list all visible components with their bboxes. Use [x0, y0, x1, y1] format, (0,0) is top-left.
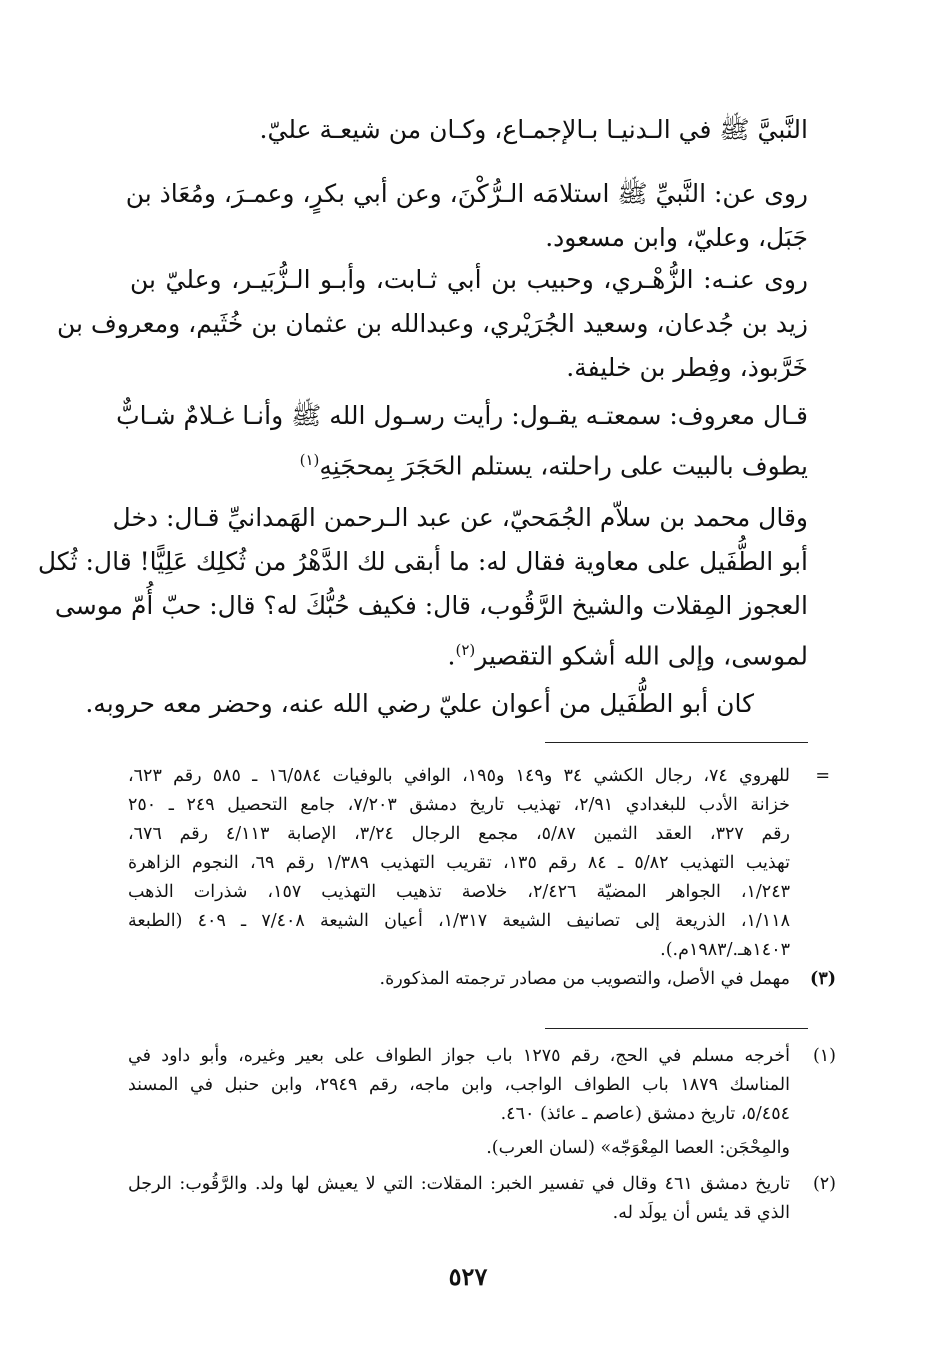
footnote-divider-bottom: [545, 1028, 808, 1029]
footnote-1-line-4: والمِحْجَن: العصا المِعْوَجّه» (لسان العرب).: [486, 1138, 790, 1158]
footnote-cont-line-5: ١/٢٤٣، الجواهر المضيّة ٢/٤٢٦، خلاصة تذهيب التهذيب ١٥٧، شذرات الذهب: [128, 882, 791, 902]
page-number: ٥٢٧: [448, 1262, 488, 1291]
footnote-2-number: (٢): [812, 1174, 836, 1194]
muawiya-line-3: العجوز المِقلات والشيخ الرَّقُوب، قال: فكيف حُبُّكَ له؟ قال: حبّ أُمّ موسى: [54, 591, 808, 620]
footnote-cont-line-4: تهذيب التهذيب ٥/٨٢ ـ ٨٤ رقم ١٣٥، تقريب التهذيب ١/٣٨٩ رقم ٦٩، النجوم الزاهرة: [128, 853, 790, 873]
closing-line: كان أبو الطُّفَيل من أعوان عليّ رضي الله عنه، وحضر معه حروبه.: [85, 689, 754, 718]
footnote-cont-line-3: رقم ٣٢٧، العقد الثمين ٥/٨٧، مجمع الرجال ٣/٢٤، الإصابة ٤/١١٣ رقم ٦٧٦،: [128, 824, 790, 844]
muawiya-line-4-end: .: [447, 641, 456, 671]
footnote-divider-top: [545, 742, 808, 743]
intro-line: النَّبيَّ ﷺ في الـدنيـا بـالإجمـاع، وكـان من شيعـة عليّ.: [259, 115, 808, 144]
footnote-cont-line-7: ١٤٠٣هـ./١٩٨٣م.).: [660, 940, 790, 960]
footnote-cont-line-2: خزانة الأدب للبغدادي ٢/٩١، تهذيب تاريخ دمشق ٧/٢٠٣، جامع التحصيل ٢٤٩ ـ ٢٥٠: [128, 795, 790, 815]
footnote-1-number: (١): [812, 1046, 836, 1066]
footnote-ref-2: (٢): [455, 641, 476, 659]
rawa-anhu-line-1: روى عنـه: الزُّهْـري، وحبيب بن أبي ثـابت، وأبـو الـزُّبَيـر، وعليّ بن: [130, 265, 808, 294]
footnote-1-line-3: ٥/٤٥٤، تاريخ دمشق (عاصم ـ عائذ) ٤٦٠.: [500, 1104, 790, 1124]
footnote-cont-line-6: ١/١١٨، الذريعة إلى تصانيف الشيعة ١/٣١٧، أعيان الشيعة ٧/٤٠٨ ـ ٤٠٩ (الطبعة: [128, 911, 790, 931]
rawa-an-line-1: روى عن: النَّبيِّ ﷺ استلامَه الـرُّكْنَ، وعن أبي بكرٍ، وعمـرَ، ومُعَاذ بن: [125, 179, 808, 208]
muawiya-line-4: [448, 628, 808, 672]
rawa-anhu-line-2: زيد بن جُدعان، وسعيد الجُرَيْري، وعبدالله بن عثمان بن خُثَيم، ومعروف بن: [56, 309, 808, 338]
qala-maruf-line-2-text: يطوف بالبيت على راحلته، يستلم الحَجَرَ بِمحجَنِهِ: [319, 451, 808, 481]
muawiya-line-4-text: لموسى، وإلى الله أشكو التقصير: [475, 641, 808, 671]
rawa-an-line-2: جَبَل، وعليّ، وابن مسعود.: [545, 223, 808, 252]
muawiya-line-2: أبو الطُّفَيل على معاوية فقال له: ما أبقى لك الدَّهْرُ من ثُكلِك عَلِيًّا! قال: ثُكل: [37, 547, 808, 576]
footnote-2-line-1: تاريخ دمشق ٤٦١ وقال في تفسير الخبر: المقلات: التي لا يعيش لها ولد. والرَّقُوب: الرجل: [128, 1174, 790, 1194]
footnote-3-number: (٣): [810, 969, 836, 989]
footnote-1-line-2: المناسك ١٨٧٩ باب الطواف الواجب، وابن ماجه، رقم ٢٩٤٩، وابن حنبل في المسند: [128, 1075, 790, 1095]
rawa-anhu-line-3: خَرَّبوذ، وفِطر بن خليفة.: [566, 353, 808, 382]
footnote-cont-line-1: للهروي ٧٤، رجال الكشي ٣٤ و١٤٩ و١٩٥، الوافي بالوفيات ١٦/٥٨٤ ـ ٥٨٥ رقم ٦٢٣،: [128, 766, 791, 786]
qala-maruf-line-2: [300, 438, 808, 482]
qala-maruf-line-1: قـال معروف: سمعتـه يقـول: رأيت رسـول الله ﷺ وأنـا غـلامٌ شـابٌّ: [116, 401, 808, 430]
footnote-1-line-1: أخرجه مسلم في الحج، رقم ١٢٧٥ باب جواز الطواف على بعير وغيره، وأبو داود في: [128, 1046, 790, 1066]
footnote-2-line-2: الذي قد يئس أن يولَد له.: [612, 1203, 790, 1223]
footnote-ref-1: (١): [299, 451, 320, 469]
muawiya-line-1: وقال محمد بن سلاّم الجُمَحيّ، عن عبد الـرحمن الهَمدانيِّ قـال: دخل: [112, 503, 808, 532]
footnote-3-text: مهمل في الأصل، والتصويب من مصادر ترجمته المذكورة.: [379, 969, 790, 989]
footnote-continuation-marker: =: [815, 766, 830, 786]
